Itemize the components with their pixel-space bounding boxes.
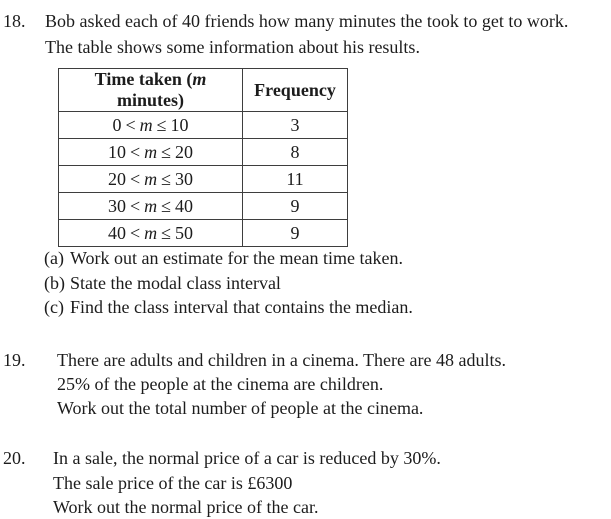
- header-time-text: Time taken (: [94, 69, 193, 89]
- interval-upper: 30: [175, 168, 194, 189]
- interval-lower: 40: [107, 222, 126, 243]
- question-18-parts: [44, 246, 413, 320]
- header-m-variable: m: [192, 69, 207, 89]
- question-19-line-3: Work out the total number of people at the cinema.: [57, 398, 424, 418]
- frequency-cell: 9: [243, 193, 348, 220]
- interval-cell: [59, 193, 243, 220]
- part-a-text: Work out an estimate for the mean time taken.: [70, 248, 403, 268]
- question-19-number: 19.: [3, 350, 26, 370]
- table-row: [59, 139, 348, 166]
- interval-cell: [59, 139, 243, 166]
- interval-upper: 40: [175, 195, 194, 216]
- part-b-text: State the modal class interval: [70, 272, 281, 293]
- less-equal-symbol: ≤: [156, 114, 167, 135]
- less-equal-symbol: ≤: [161, 141, 172, 162]
- header-minutes-text: minutes): [117, 90, 184, 110]
- part-a-label: (a): [44, 248, 64, 268]
- frequency-cell: 3: [243, 112, 348, 139]
- part-c-text: Find the class interval that contains the median.: [70, 297, 413, 317]
- interval-cell: [59, 166, 243, 193]
- less-than-symbol: <: [129, 222, 141, 243]
- question-20-number: 20.: [3, 448, 26, 468]
- question-20-line-2: The sale price of the car is £6300: [53, 473, 293, 493]
- interval-upper: 10: [170, 114, 189, 135]
- part-a: [44, 246, 413, 271]
- question-19-line-2: 25% of the people at the cinema are children.: [57, 374, 384, 394]
- question-18-number: 18.: [3, 11, 26, 31]
- part-c: [44, 295, 413, 320]
- frequency-table: [58, 68, 348, 247]
- table-header-time-taken: [59, 69, 243, 112]
- frequency-cell: 11: [243, 166, 348, 193]
- less-equal-symbol: ≤: [161, 168, 172, 189]
- m-variable: m: [144, 222, 158, 243]
- interval-cell: [59, 220, 243, 247]
- table-row: [59, 166, 348, 193]
- interval-lower: 0: [112, 114, 122, 135]
- table-header-row: [59, 69, 348, 112]
- table-row: [59, 193, 348, 220]
- interval-lower: 30: [107, 195, 126, 216]
- less-equal-symbol: ≤: [161, 222, 172, 243]
- interval-lower: 20: [107, 168, 126, 189]
- interval-cell: [59, 112, 243, 139]
- part-b: [44, 271, 413, 296]
- interval-upper: 50: [175, 222, 194, 243]
- question-18-line-2: The table shows some information about his results.: [45, 37, 420, 57]
- m-variable: m: [144, 195, 158, 216]
- part-c-label: (c): [44, 297, 64, 317]
- m-variable: m: [144, 168, 158, 189]
- question-18-line-1: Bob asked each of 40 friends how many minutes the took to get to work.: [45, 11, 569, 31]
- question-20-line-3: Work out the normal price of the car.: [53, 497, 319, 517]
- less-than-symbol: <: [125, 114, 136, 135]
- frequency-cell: 9: [243, 220, 348, 247]
- table-row: [59, 112, 348, 139]
- table-header-frequency: Frequency: [243, 69, 348, 112]
- part-b-label: (b): [44, 272, 65, 293]
- less-than-symbol: <: [129, 195, 141, 216]
- frequency-cell: 8: [243, 139, 348, 166]
- question-19-line-1: There are adults and children in a cinema. There are 48 adults.: [57, 350, 506, 370]
- question-20-line-1: In a sale, the normal price of a car is reduced by 30%.: [53, 448, 441, 468]
- table-row: [59, 220, 348, 247]
- m-variable: m: [139, 114, 153, 135]
- m-variable: m: [144, 141, 158, 162]
- less-than-symbol: <: [129, 141, 141, 162]
- less-equal-symbol: ≤: [161, 195, 172, 216]
- less-than-symbol: <: [129, 168, 141, 189]
- interval-lower: 10: [107, 141, 126, 162]
- interval-upper: 20: [175, 141, 194, 162]
